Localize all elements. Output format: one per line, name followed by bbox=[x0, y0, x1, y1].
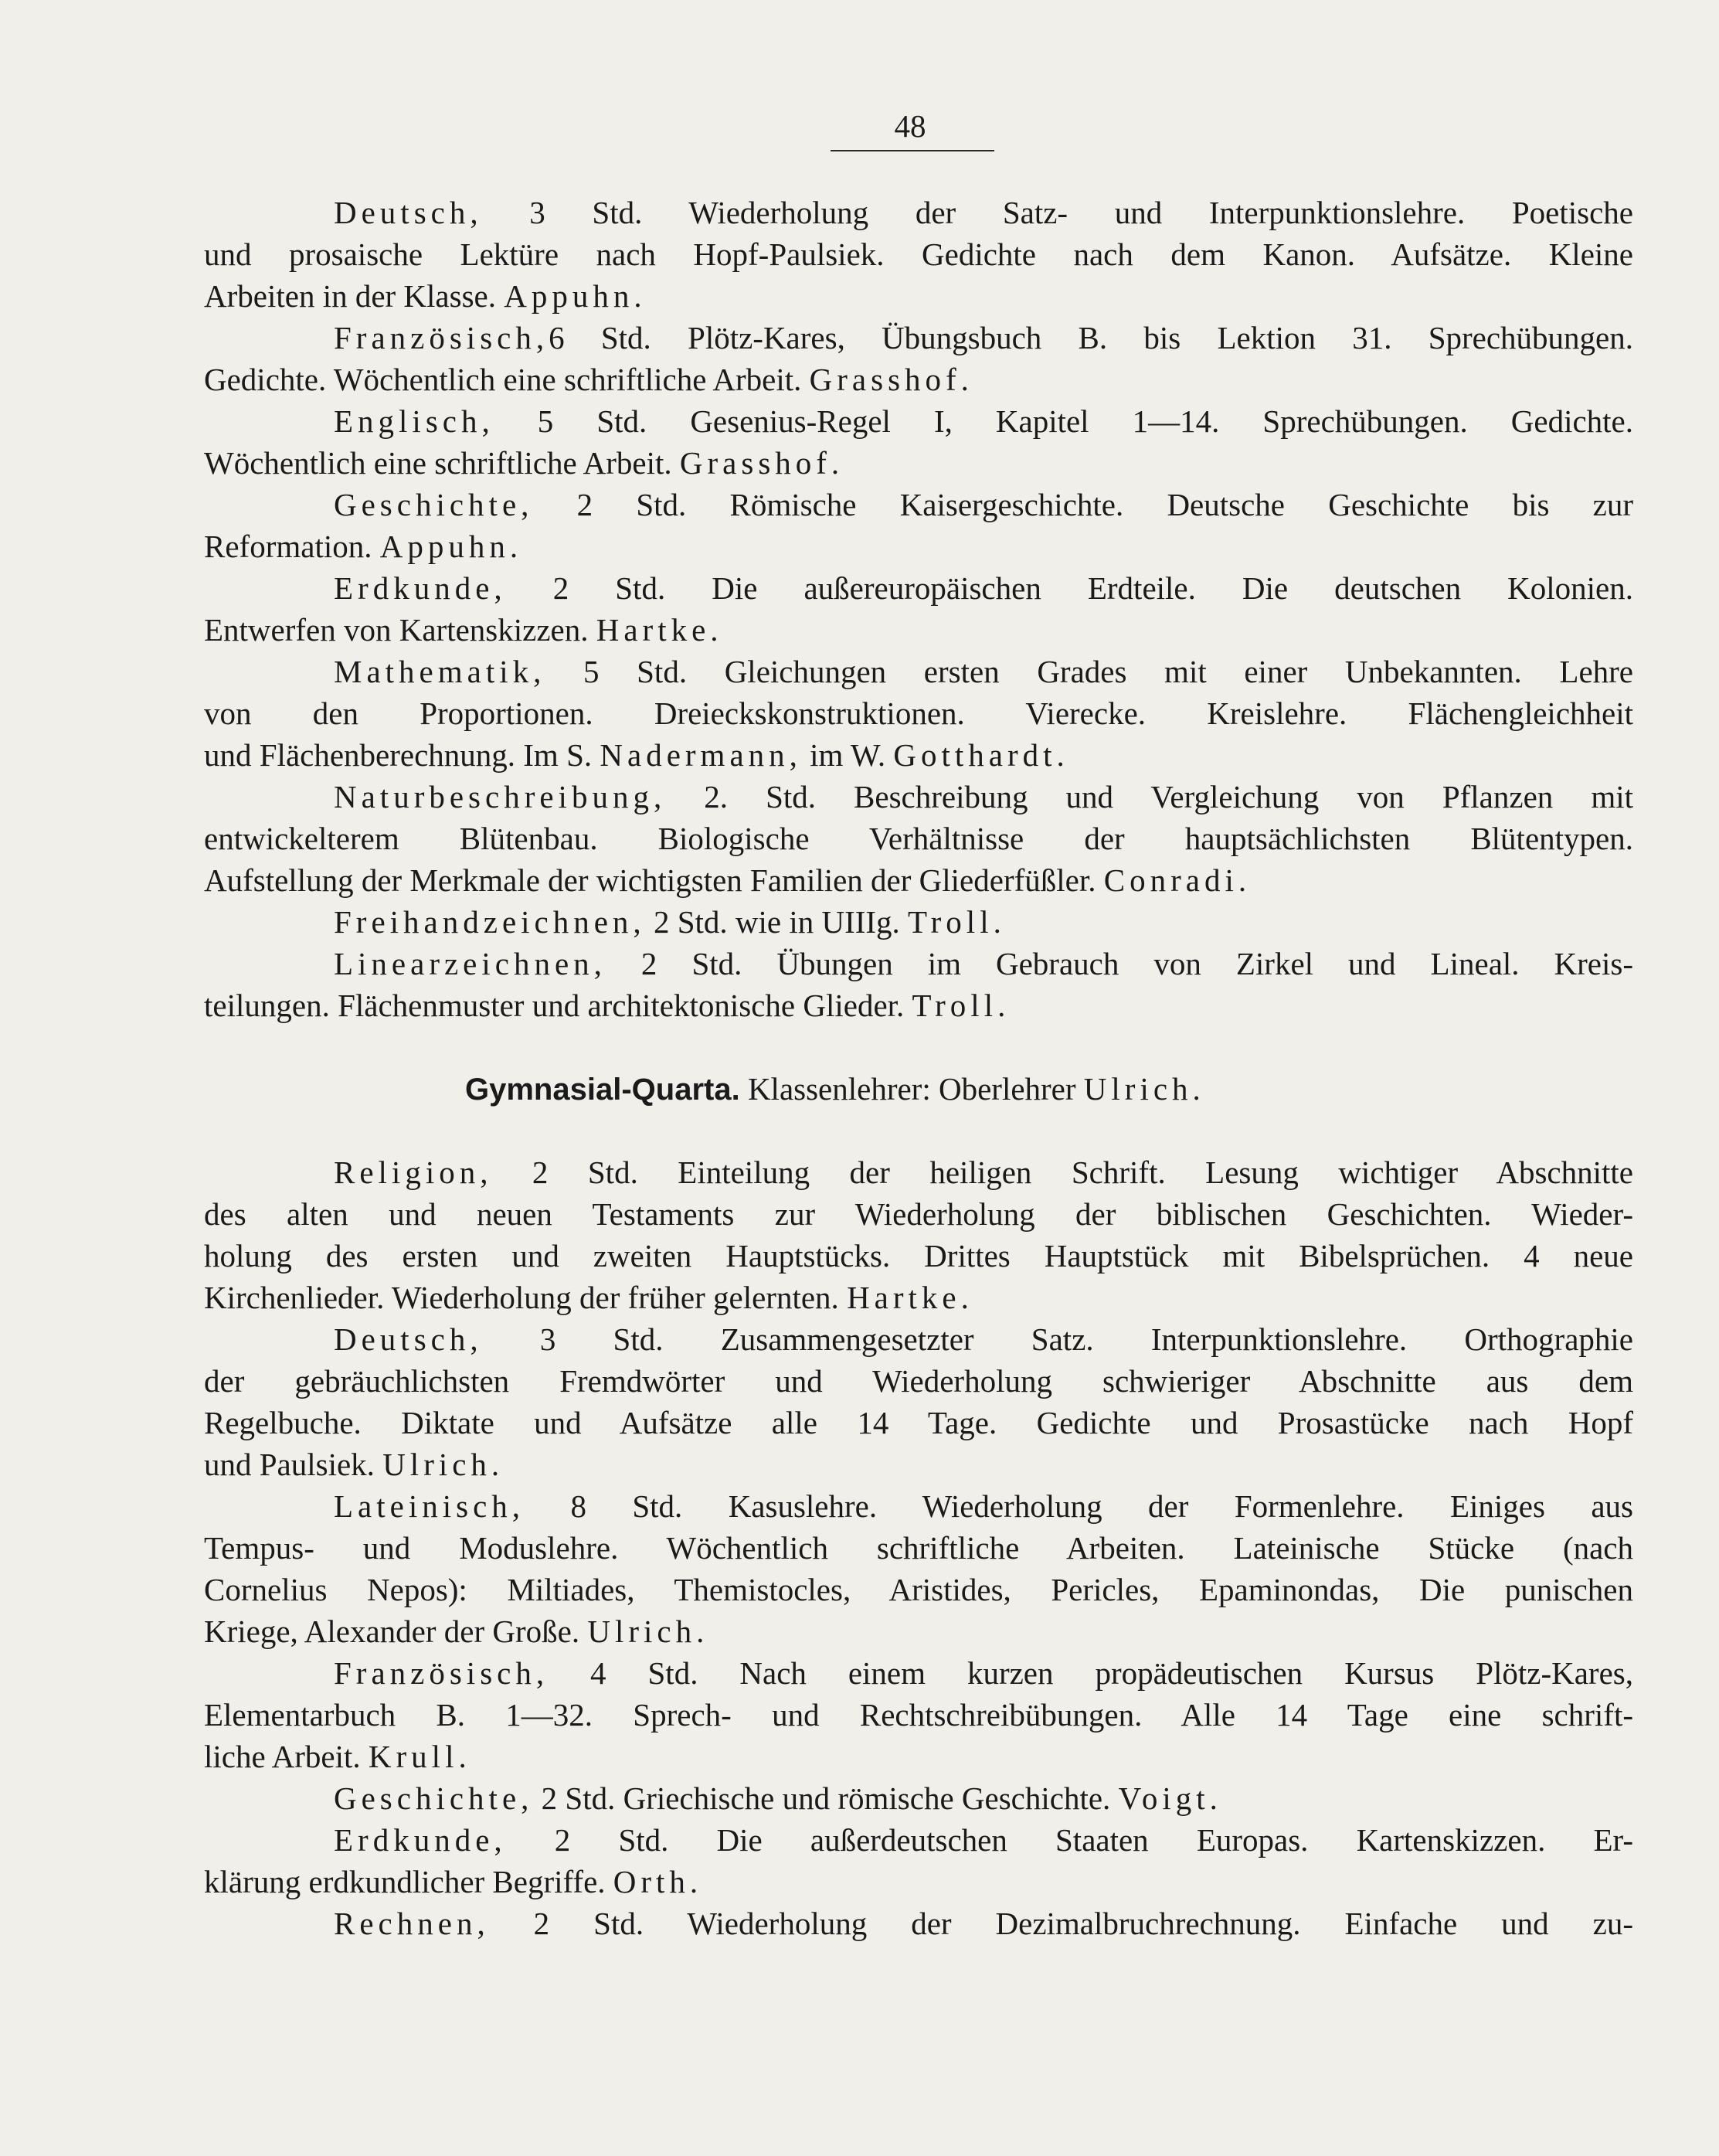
text-line bbox=[204, 1318, 1633, 1360]
teacher-name: Ulrich. bbox=[1083, 1071, 1205, 1107]
subject-geschichte: Geschichte, bbox=[334, 487, 534, 522]
page-number-rule bbox=[831, 150, 994, 151]
line-text: 6 Std. Plötz-Kares, Übungsbuch B. bis Lektion 31. Sprechübungen. bbox=[549, 320, 1633, 355]
text-line bbox=[204, 1527, 1633, 1569]
subject-lateinisch: Lateinisch, bbox=[334, 1488, 525, 1524]
subject-franzoesisch: Französisch, bbox=[334, 1655, 549, 1691]
text-line bbox=[204, 1360, 1633, 1402]
line-text: des alten und neuen Testaments zur Wiederholung der biblischen Geschichten. Wieder- bbox=[204, 1196, 1633, 1232]
subject-englisch: Englisch, bbox=[334, 403, 494, 439]
text-line bbox=[204, 734, 1633, 776]
teacher-name: Voigt. bbox=[1118, 1780, 1222, 1816]
text-line bbox=[204, 484, 1633, 525]
line-text: entwickelterem Blütenbau. Biologische Verhältnisse der hauptsächlichsten Blütentypen. bbox=[204, 821, 1633, 856]
teacher-name: Nadermann, bbox=[600, 737, 802, 773]
text-line bbox=[204, 692, 1633, 734]
text-line bbox=[204, 192, 1633, 233]
text-line bbox=[204, 1485, 1633, 1527]
text-line bbox=[204, 1235, 1633, 1277]
line-text: Arbeiten in der Klasse. bbox=[204, 278, 504, 314]
text-line bbox=[204, 943, 1633, 984]
teacher-name: Orth. bbox=[613, 1864, 703, 1899]
line-text: und Flächenberechnung. Im S. bbox=[204, 737, 600, 773]
text-line bbox=[204, 442, 1633, 484]
text-line bbox=[204, 651, 1633, 692]
subject-religion: Religion, bbox=[334, 1155, 493, 1190]
line-text: Kirchenlieder. Wiederholung der früher gelernten. bbox=[204, 1280, 848, 1315]
text-line bbox=[204, 359, 1633, 400]
line-text: Elementarbuch B. 1—32. Sprech- und Rechtschreibübungen. Alle 14 Tage eine schrift- bbox=[204, 1697, 1633, 1733]
subject-deutsch: Deutsch, bbox=[334, 1321, 483, 1357]
line-text: 2 Std. Griechische und römische Geschichte. bbox=[533, 1780, 1119, 1816]
text-line bbox=[204, 1652, 1633, 1694]
section-title: Gymnasial-Quarta. bbox=[465, 1073, 740, 1107]
text-line bbox=[204, 609, 1633, 651]
line-text: liche Arbeit. bbox=[204, 1739, 369, 1774]
text-line bbox=[204, 776, 1633, 818]
text-line bbox=[204, 1402, 1633, 1444]
line-text: klärung erdkundlicher Begriffe. bbox=[204, 1864, 613, 1899]
line-text: im W. bbox=[801, 737, 894, 773]
line-text: Aufstellung der Merkmale der wichtigsten Familien der Gliederfüßler. bbox=[204, 862, 1104, 898]
teacher-name: Grasshof. bbox=[679, 445, 844, 481]
line-text: 4 Std. Nach einem kurzen propädeutischen Kursus Plötz-Kares, bbox=[549, 1655, 1633, 1691]
teacher-name: Gotthardt. bbox=[893, 737, 1069, 773]
text-line bbox=[204, 859, 1633, 901]
text-line bbox=[204, 1694, 1633, 1736]
line-text: holung des ersten und zweiten Hauptstücks. Drittes Hauptstück mit Bibelsprüchen. 4 neue bbox=[204, 1238, 1633, 1274]
page-number: 48 bbox=[894, 108, 926, 144]
teacher-name: Troll. bbox=[912, 988, 1011, 1023]
text-line bbox=[204, 1861, 1633, 1903]
line-text: Kriege, Alexander der Große. bbox=[204, 1614, 588, 1649]
subject-erdkunde: Erdkunde, bbox=[334, 1822, 507, 1858]
teacher-name: Appuhn. bbox=[379, 529, 523, 564]
section-heading bbox=[204, 1068, 1633, 1110]
line-text: 2 Std. Übungen im Gebrauch von Zirkel und Lineal. Kreis- bbox=[606, 946, 1633, 981]
text-line bbox=[204, 275, 1633, 317]
text-line bbox=[204, 818, 1633, 859]
text-line bbox=[204, 1277, 1633, 1318]
line-text: Tempus- und Moduslehre. Wöchentlich schriftliche Arbeiten. Lateinische Stücke (nach bbox=[204, 1530, 1633, 1566]
line-text: 3 Std. Zusammengesetzter Satz. Interpunktionslehre. Orthographie bbox=[482, 1321, 1633, 1357]
line-text: 2 Std. Einteilung der heiligen Schrift. Lesung wichtiger Abschnitte bbox=[492, 1155, 1633, 1190]
line-text: 2 Std. Römische Kaisergeschichte. Deutsche Geschichte bis zur bbox=[533, 487, 1633, 522]
text-line bbox=[204, 1193, 1633, 1235]
line-text: Reformation. bbox=[204, 529, 380, 564]
teacher-name: Appuhn. bbox=[504, 278, 647, 314]
page-text bbox=[204, 192, 1633, 1944]
teacher-name: Hartke. bbox=[847, 1280, 973, 1315]
text-line bbox=[204, 567, 1633, 609]
line-text: von den Proportionen. Dreieckskonstruktionen. Vierecke. Kreislehre. Flächengleichheit bbox=[204, 695, 1633, 731]
subject-geschichte: Geschichte, bbox=[334, 1780, 534, 1816]
teacher-name: Conradi. bbox=[1103, 862, 1252, 898]
text-line bbox=[204, 400, 1633, 442]
subject-freihandzeichnen: Freihandzeichnen, bbox=[334, 904, 646, 940]
subject-rechnen: Rechnen, bbox=[334, 1906, 490, 1941]
line-text: Regelbuche. Diktate und Aufsätze alle 14 Tage. Gedichte und Prosastücke nach Hopf bbox=[204, 1405, 1633, 1440]
text-line bbox=[204, 1777, 1633, 1819]
text-line bbox=[204, 1610, 1633, 1652]
line-text: und Paulsiek. bbox=[204, 1447, 383, 1482]
line-text: und prosaische Lektüre nach Hopf-Paulsiek. Gedichte nach dem Kanon. Aufsätze. Kleine bbox=[204, 236, 1633, 272]
line-text: 2 Std. wie in UIIIg. bbox=[645, 904, 909, 940]
text-line bbox=[204, 901, 1633, 943]
line-text: 5 Std. Gleichungen ersten Grades mit einer Unbekannten. Lehre bbox=[545, 654, 1633, 689]
teacher-name: Hartke. bbox=[596, 612, 723, 648]
line-text: 2 Std. Die außerdeutschen Staaten Europas. Kartenskizzen. Er- bbox=[506, 1822, 1633, 1858]
teacher-name: Troll. bbox=[908, 904, 1006, 940]
line-text: Cornelius Nepos): Miltiades, Themistocles, Aristides, Pericles, Epaminondas, Die punischen bbox=[204, 1572, 1633, 1607]
text-line bbox=[204, 1903, 1633, 1944]
subject-franzoesisch: Französisch, bbox=[334, 320, 549, 355]
text-line bbox=[204, 984, 1633, 1026]
line-text: Entwerfen von Kartenskizzen. bbox=[204, 612, 596, 648]
subject-erdkunde: Erdkunde, bbox=[334, 570, 507, 606]
text-line bbox=[204, 233, 1633, 275]
text-line bbox=[204, 1819, 1633, 1861]
line-text: Wöchentlich eine schriftliche Arbeit. bbox=[204, 445, 680, 481]
teacher-name: Ulrich. bbox=[587, 1614, 709, 1649]
text-line bbox=[204, 1569, 1633, 1610]
text-line bbox=[204, 1151, 1633, 1193]
line-text: teilungen. Flächenmuster und architektonische Glieder. bbox=[204, 988, 912, 1023]
subject-deutsch: Deutsch, bbox=[334, 195, 483, 230]
line-text: 2 Std. Die außereuropäischen Erdteile. Die deutschen Kolonien. bbox=[506, 570, 1633, 606]
line-text: 5 Std. Gesenius-Regel I, Kapitel 1—14. Sprechübungen. Gedichte. bbox=[494, 403, 1633, 439]
class-teacher-label: Klassenlehrer: Oberlehrer bbox=[739, 1071, 1084, 1107]
line-text: Gedichte. Wöchentlich eine schriftliche Arbeit. bbox=[204, 362, 810, 397]
line-text: 3 Std. Wiederholung der Satz- und Interpunktionslehre. Poetische bbox=[482, 195, 1633, 230]
subject-naturbeschreibung: Naturbeschreibung, bbox=[334, 779, 667, 814]
line-text: der gebräuchlichsten Fremdwörter und Wiederholung schwieriger Abschnitte aus dem bbox=[204, 1363, 1633, 1399]
subject-linearzeichnen: Linearzeichnen, bbox=[334, 946, 606, 981]
text-line bbox=[204, 1736, 1633, 1777]
line-text: 2. Std. Beschreibung und Vergleichung von Pflanzen mit bbox=[666, 779, 1633, 814]
text-line bbox=[204, 1444, 1633, 1485]
teacher-name: Krull. bbox=[368, 1739, 471, 1774]
teacher-name: Grasshof. bbox=[809, 362, 973, 397]
text-line bbox=[204, 317, 1633, 359]
line-text: 2 Std. Wiederholung der Dezimalbruchrechnung. Einfache und zu- bbox=[489, 1906, 1633, 1941]
text-line bbox=[204, 525, 1633, 567]
line-text: 8 Std. Kasuslehre. Wiederholung der Formenlehre. Einiges aus bbox=[525, 1488, 1633, 1524]
teacher-name: Ulrich. bbox=[382, 1447, 504, 1482]
subject-mathematik: Mathematik, bbox=[334, 654, 546, 689]
